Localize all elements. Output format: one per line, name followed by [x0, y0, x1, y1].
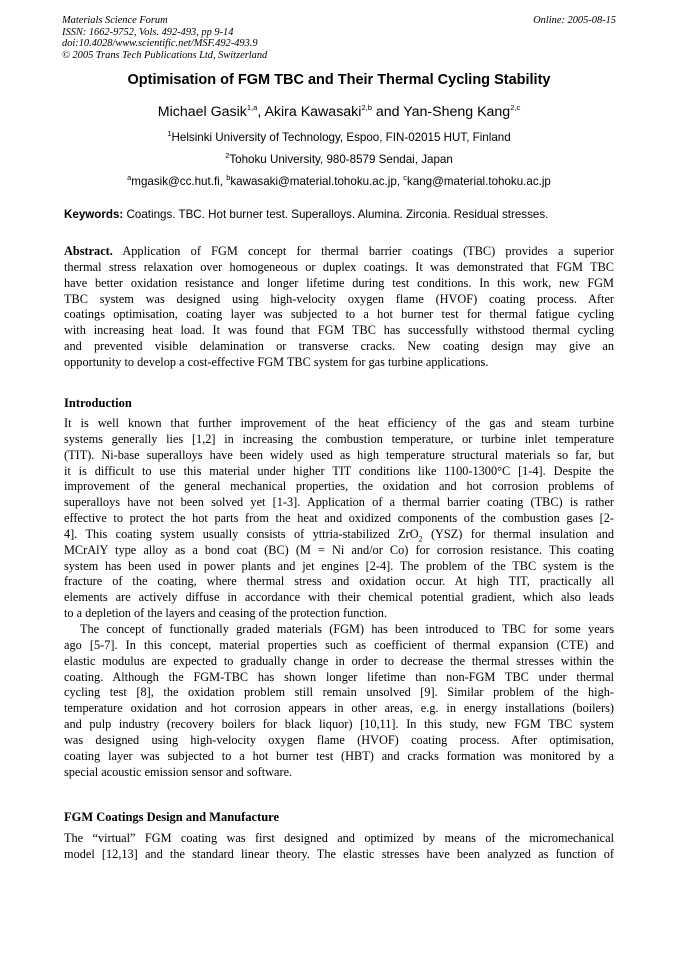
author-emails: $^a$mgasik@cc.hut.fi, $^b$kawasaki@material.tohoku.ac.jp, $^c$kang@material.tohoku.ac.jp — [127, 172, 551, 188]
paper-title: Optimisation of FGM TBC and Their Thermal Cycling Stability — [127, 72, 551, 88]
introduction-body — [64, 416, 614, 780]
abstract-line: with increasing heat load. It was found that FGM TBC has successfully withstood thermal cycling — [64, 323, 614, 338]
paragraph-line: superalloys have not been solved yet [1-3]. Application of a thermal barrier coating (TBC) is rather — [64, 495, 614, 510]
paragraph-line: MCrAlY type alloy as a bond coat (BC) (M = Ni and/or Co) for corrosion resistance. This coating — [64, 542, 614, 557]
paragraph-line: elements are actively diffuse in accordance with their chemical potential gradient, which also leads — [64, 590, 614, 605]
paragraph-line: temperature oxidation and hot corrosion appears in other areas, e.g. in energy installations (boilers) — [64, 701, 614, 716]
paragraph-line: fracture of the coating, where thermal stress and oxidation occur. At high TIT, practically all — [64, 574, 614, 589]
section-body — [64, 831, 614, 863]
paragraph-line: to a depletion of the layers and ceasing of the protection function. — [64, 606, 388, 621]
issn-line: ISSN: 1662-9752, Vols. 492-493, pp 9-14 — [62, 26, 234, 38]
paragraph-line: model [12,13] and the standard linear theory. The elastic stresses have been analyzed as function of — [64, 846, 614, 861]
abstract-label: Abstract. — [64, 244, 113, 258]
paragraph-line: coating layer was subjected to a hot burner test (HBT) and cracks formation was monitored by a — [64, 748, 614, 763]
paragraph-line: The “virtual” FGM coating was first designed and optimized by means of the micromechanical — [64, 831, 614, 845]
paragraph-line: improvement of the general mechanical properties, the oxidation and hot corrosion problems of — [64, 479, 614, 494]
paragraph-line: system has been used in power plants and jet engines [2-4]. The problem of the TBC system is the — [64, 558, 614, 573]
affiliation-2: $^2$Tohoku University, 980-8579 Sendai, Japan — [225, 150, 453, 166]
author-list — [0, 104, 678, 120]
paragraph-line: 4]. This coating system usually consists of yttria-stabilized ZrO$_2$ (YSZ) for thermal insulation and — [64, 526, 614, 544]
paragraph-line: and pulp industry (recovery boilers for black liquor) [10,11]. In this study, new FGM TBC system — [64, 717, 614, 732]
doi-line: doi:10.4028/www.scientific.net/MSF.492-493.9 — [62, 38, 258, 50]
paragraph-line: cycling test [8], the oxidation problem still remain unsolved [9]. Similar problem of the high- — [64, 685, 614, 700]
paragraph-line: (TIT). Ni-base superalloys have been widely used as high temperature structural materials so far, but — [64, 447, 614, 462]
paragraph-line: coating. Although the FGM-TBC has shown longer lifetime than non-FGM TBC under thermal — [64, 669, 614, 684]
copyright-line: © 2005 Trans Tech Publications Ltd, Switzerland — [62, 49, 268, 61]
keywords-label: Keywords: — [64, 208, 124, 221]
keywords — [64, 208, 624, 221]
paragraph-line: special acoustic emission sensor and software. — [64, 764, 293, 779]
abstract-line: opportunity to develop a cost-effective FGM TBC system for gas turbine applications. — [64, 354, 489, 369]
paragraph-line: effective to protect the hot parts from the heat and oxidized components of the combustion gases [2- — [64, 511, 614, 526]
keywords-text: Coatings. TBC. Hot burner test. Superalloys. Alumina. Zirconia. Residual stresses. — [123, 208, 549, 221]
abstract-line: and prevented visible delamination or transverse cracks. New coating design may give an — [64, 339, 614, 354]
journal-name: Materials Science Forum — [62, 15, 168, 26]
introduction-heading: Introduction — [64, 396, 132, 410]
affiliation-1: $^1$Helsinki University of Technology, Espoo, FIN-02015 HUT, Finland — [167, 128, 511, 144]
section-heading: FGM Coatings Design and Manufacture — [64, 810, 280, 824]
author: Akira Kawasaki$^{2,b}$ and — [264, 102, 404, 120]
paragraph-line: systems generally lies [1,2] in increasing the combustion temperature, or turbine inlet temperature — [64, 431, 614, 446]
paragraph-line: The concept of functionally graded materials (FGM) has been introduced to TBC for some years — [80, 621, 614, 636]
abstract-line: coatings optimisation, coating layer was subjected to a hot burner test for thermal fatigue cycling — [64, 307, 614, 322]
paragraph-line: It is well known that further improvement of the heat efficiency of the gas and steam turbine — [64, 416, 614, 430]
subscript: 2 — [418, 534, 423, 544]
author: Michael Gasik$^{1,a}$, — [157, 102, 265, 120]
abstract-line: have better oxidation resistance and longer lifetime during test conditions. In this work, new FGM — [64, 275, 614, 290]
paragraph-line: it is difficult to use this material under higher TIT conditions like 1100-1300°C [1-4]. Despite the — [64, 463, 614, 478]
paragraph-line: was designed using high-velocity oxygen flame (HVOF) coating process. After optimisation, — [64, 732, 614, 747]
abstract-line: thermal stress relaxation over homogeneous or duplex coatings. It was demonstrated that FGM TBC — [64, 259, 614, 274]
paragraph-line: ago [5-7]. In this concept, material properties such as coefficient of thermal expansion (CTE) and — [64, 637, 614, 652]
abstract — [64, 244, 614, 371]
abstract-line: Abstract. Application of FGM concept for thermal barrier coatings (TBC) provides a superior — [64, 244, 614, 258]
online-date: Online: 2005-08-15 — [533, 15, 616, 26]
abstract-line: TBC system was designed using high-velocity oxygen flame (HVOF) coating process. After — [64, 291, 614, 306]
paragraph-line: elastic modulus are expected to gradually change in order to decrease the thermal stresses within the — [64, 653, 614, 668]
journal-header — [62, 15, 616, 61]
author: Yan-Sheng Kang$^{2,c}$ — [403, 102, 521, 120]
